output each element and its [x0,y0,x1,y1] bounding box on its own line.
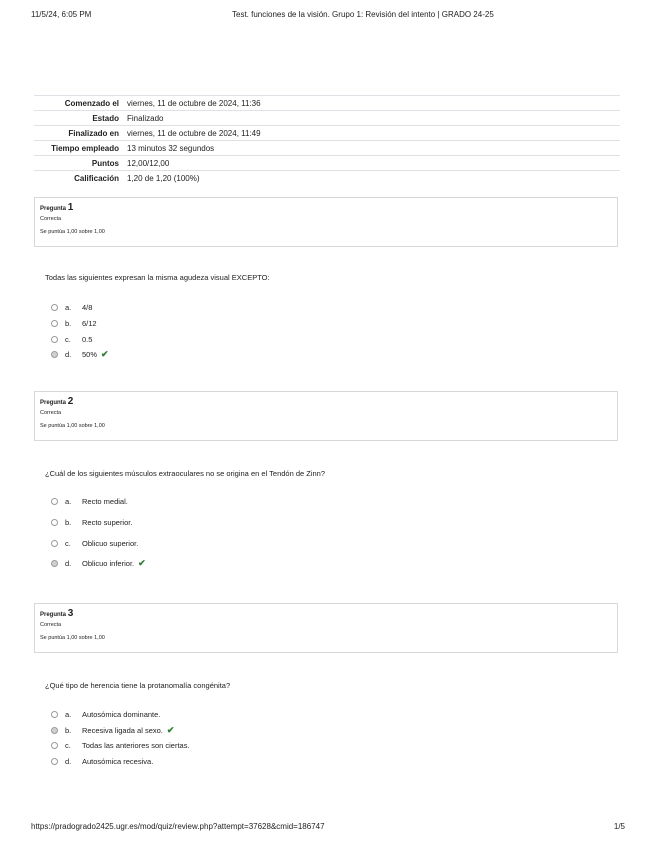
summary-value: 12,00/12,00 [127,156,620,171]
radio-icon[interactable] [51,540,58,547]
summary-row [34,141,620,156]
question-number-value: 3 [67,608,74,619]
option-text: 6/12 [82,319,97,328]
answer-option[interactable] [51,350,109,359]
option-text: Recto medial. [82,497,128,506]
radio-icon[interactable] [51,519,58,526]
radio-selected-icon[interactable] [51,560,58,567]
option-letter: c. [65,539,71,548]
answer-option[interactable] [51,710,160,719]
summary-label: Estado [34,111,127,126]
attempt-summary-table [34,95,620,185]
check-icon: ✔ [166,725,175,735]
question-number-value: 2 [67,396,74,407]
question-state: Correcta [40,622,62,628]
question-number [40,202,612,213]
answer-option[interactable] [51,319,97,328]
question-state: Correcta [40,216,62,222]
page-title: Test. funciones de la visión. Grupo 1: Revisión del intento | GRADO 24-25 [232,10,494,19]
summary-row [34,171,620,186]
print-date: 11/5/24, 6:05 PM [31,10,92,19]
option-text: 50% [82,350,98,359]
answer-option[interactable] [51,497,128,506]
question-number [40,608,612,619]
radio-icon[interactable] [51,336,58,343]
check-icon: ✔ [101,349,109,359]
question-word: Pregunta [40,206,67,212]
answer-option[interactable] [51,539,138,548]
option-letter: a. [65,497,72,506]
summary-value: viernes, 11 de octubre de 2024, 11:36 [127,96,620,111]
radio-icon[interactable] [51,304,58,311]
option-text: 0.5 [82,335,93,344]
option-text: Autosómica recesiva. [82,757,154,766]
page-number: 1/5 [613,822,625,831]
question-number-value: 1 [67,202,74,213]
question-word: Pregunta [40,612,67,618]
question-grade: Se puntúa 1,00 sobre 1,00 [40,635,105,641]
summary-row [34,111,620,126]
summary-label: Puntos [34,156,127,171]
radio-icon[interactable] [51,758,58,765]
summary-value: 13 minutos 32 segundos [127,141,620,156]
check-icon: ✔ [138,558,146,568]
answer-option[interactable] [51,726,174,735]
summary-row [34,96,620,111]
option-text: Recto superior. [82,518,133,527]
answer-option[interactable] [51,303,92,312]
option-letter: c. [65,335,71,344]
page-url: https://pradogrado2425.ugr.es/mod/quiz/review.php?attempt=37628&cmid=186747 [31,822,325,831]
answer-option[interactable] [51,559,146,568]
summary-row [34,126,620,141]
option-letter: d. [65,350,72,359]
radio-icon[interactable] [51,498,58,505]
option-letter: a. [65,303,72,312]
option-letter: b. [65,518,72,527]
summary-label: Calificación [34,171,127,186]
option-text: Oblicuo inferior. [82,559,135,568]
option-letter: a. [65,710,72,719]
answer-option[interactable] [51,518,132,527]
option-letter: b. [65,726,72,735]
option-text: Todas las anteriores son ciertas. [82,741,190,750]
option-text: Recesiva ligada al sexo. [82,726,163,735]
option-letter: d. [65,757,72,766]
question-text: Todas las siguientes expresan la misma agudeza visual EXCEPTO: [45,273,270,282]
radio-icon[interactable] [51,742,58,749]
option-letter: c. [65,741,71,750]
summary-row [34,156,620,171]
summary-label: Finalizado en [34,126,127,141]
question-text: ¿Qué tipo de herencia tiene la protanomalía congénita? [45,681,231,690]
option-text: Oblicuo superior. [82,539,139,548]
question-info-box [34,603,618,653]
answer-option[interactable] [51,757,153,766]
question-text: ¿Cuál de los siguientes músculos extraoculares no se origina en el Tendón de Zinn? [45,469,326,478]
option-text: 4/8 [82,303,93,312]
summary-value: 1,20 de 1,20 (100%) [127,171,620,186]
radio-selected-icon[interactable] [51,351,58,358]
summary-label: Tiempo empleado [34,141,127,156]
radio-selected-icon[interactable] [51,727,58,734]
question-number [40,396,612,407]
radio-icon[interactable] [51,711,58,718]
question-info-box [34,197,618,247]
option-letter: b. [65,319,72,328]
answer-option[interactable] [51,335,92,344]
question-grade: Se puntúa 1,00 sobre 1,00 [40,423,105,429]
question-state: Correcta [40,410,62,416]
option-text: Autosómica dominante. [82,710,161,719]
summary-label: Comenzado el [34,96,127,111]
radio-icon[interactable] [51,320,58,327]
option-letter: d. [65,559,72,568]
summary-value: viernes, 11 de octubre de 2024, 11:49 [127,126,620,141]
question-info-box [34,391,618,441]
question-grade: Se puntúa 1,00 sobre 1,00 [40,229,105,235]
summary-value: Finalizado [127,111,620,126]
answer-option[interactable] [51,741,190,750]
question-word: Pregunta [40,400,67,406]
